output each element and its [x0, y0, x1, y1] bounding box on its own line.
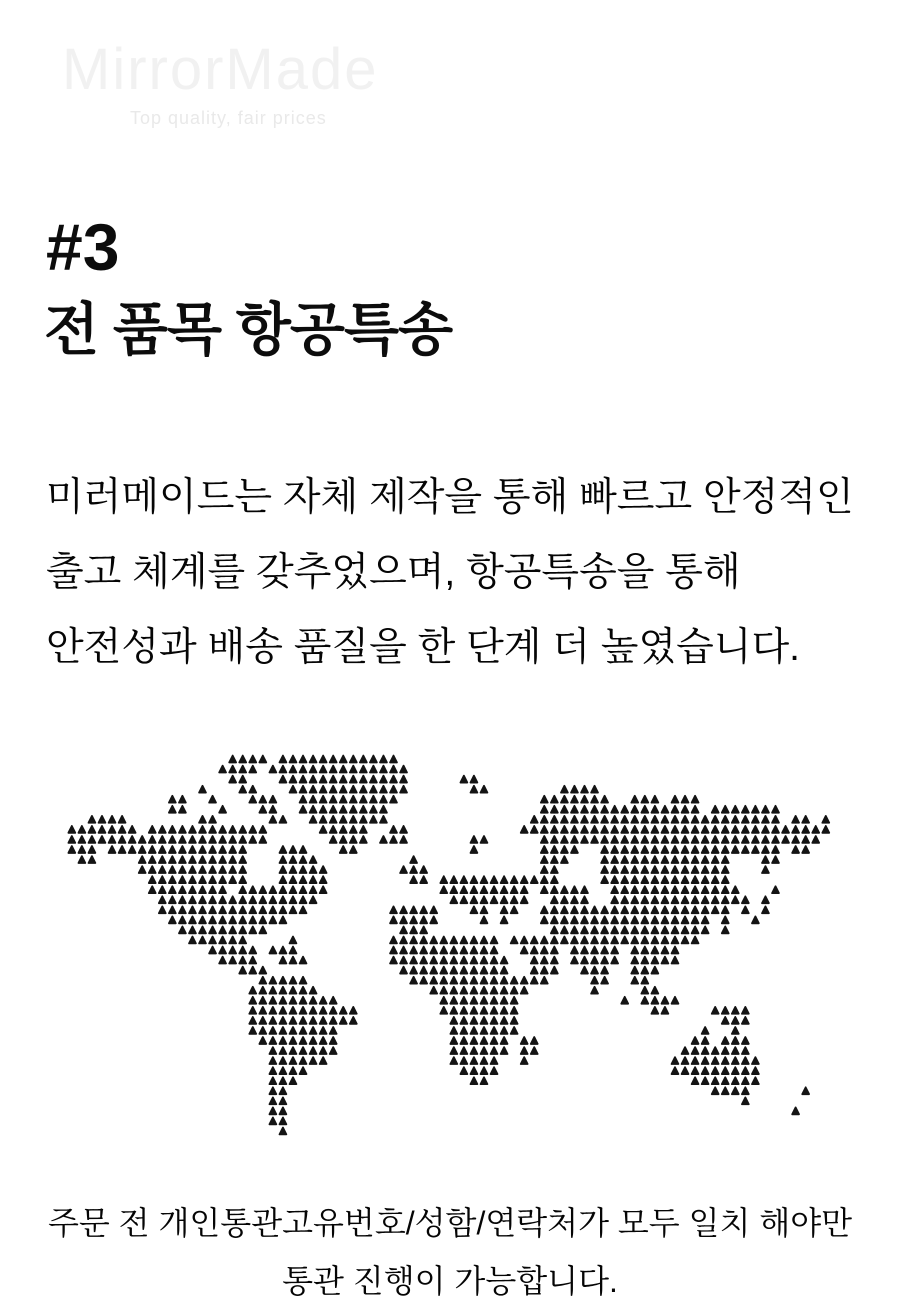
customs-notice-line: 통관 진행이 가능합니다.: [282, 1263, 618, 1299]
world-map: [66, 754, 832, 1136]
intro-paragraph-line: 출고 체계를 갖추었으며, 항공특송을 통해: [46, 551, 741, 594]
customs-notice: [0, 1194, 900, 1310]
intro-paragraph-line: 미러메이드는 자체 제작을 통해 빠르고 안정적인: [46, 476, 854, 519]
intro-paragraph-line: 안전성과 배송 품질을 한 단계 더 높였습니다.: [46, 626, 800, 669]
world-map-triangles: [66, 754, 832, 1136]
customs-notice-line: 주문 전 개인통관고유번호/성함/연락처가 모두 일치 해야만: [47, 1205, 853, 1241]
section-number-heading: #3: [46, 210, 120, 284]
intro-paragraph: [46, 460, 876, 685]
brand-watermark: MirrorMade: [62, 37, 379, 102]
section-title-heading: 전 품목 항공특송: [44, 298, 453, 362]
brand-tagline: Top quality, fair prices: [130, 108, 327, 128]
